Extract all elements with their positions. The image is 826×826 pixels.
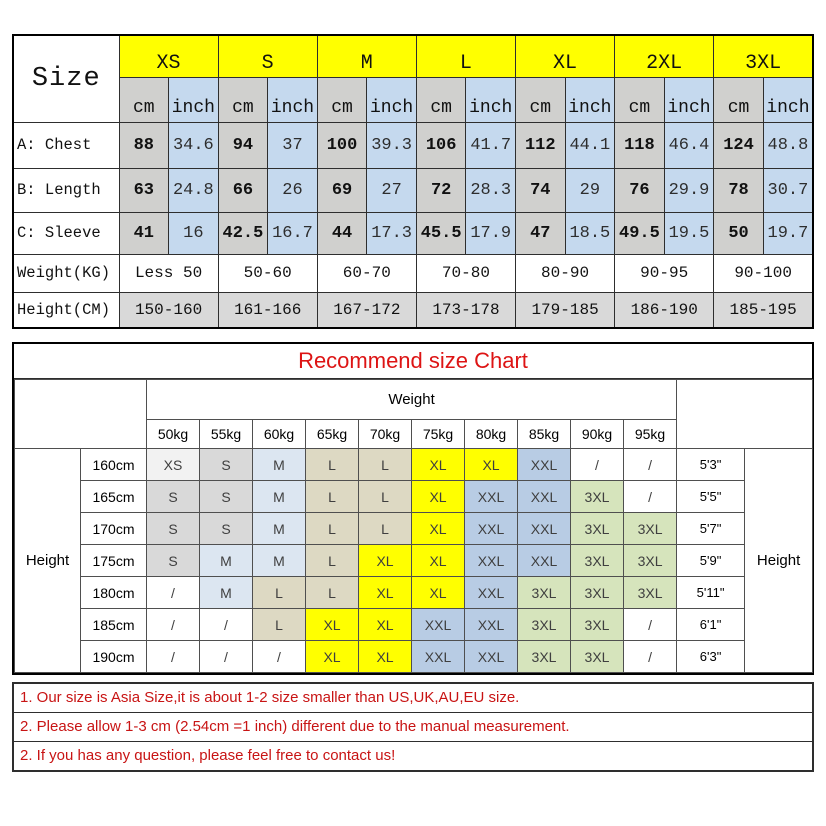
spec-corner-label: Size <box>13 35 119 122</box>
spec-value-cell: 19.5 <box>664 212 714 254</box>
rec-size-cell: S <box>200 481 253 513</box>
rec-size-cell: S <box>200 449 253 481</box>
rec-size-cell: XXL <box>465 641 518 673</box>
rec-height-cm: 185cm <box>81 609 147 641</box>
unit-header-inch: inch <box>466 77 516 122</box>
unit-header-inch: inch <box>763 77 813 122</box>
spec-value-cell: 16 <box>169 212 219 254</box>
spec-value-cell: 42.5 <box>218 212 268 254</box>
rec-size-cell: / <box>200 609 253 641</box>
rec-size-cell: XL <box>359 641 412 673</box>
rec-size-cell: XXL <box>518 513 571 545</box>
rec-size-cell: 3XL <box>571 481 624 513</box>
rec-size-cell: / <box>571 449 624 481</box>
rec-size-cell: XXL <box>465 577 518 609</box>
spec-value-cell: 44 <box>317 212 367 254</box>
unit-header-inch: inch <box>169 77 219 122</box>
rec-size-cell: XL <box>412 513 465 545</box>
spec-size-header: 3XL <box>714 35 813 77</box>
rec-size-cell: S <box>147 545 200 577</box>
rec-size-cell: S <box>147 513 200 545</box>
weight-col-header: 65kg <box>306 420 359 449</box>
spec-value-cell: 41.7 <box>466 122 516 168</box>
rec-size-cell: 3XL <box>518 577 571 609</box>
spec-value-cell: 100 <box>317 122 367 168</box>
weight-range-cell: 90-95 <box>615 254 714 292</box>
weight-col-header: 75kg <box>412 420 465 449</box>
unit-header-cm: cm <box>119 77 169 122</box>
spec-value-cell: 74 <box>516 168 566 212</box>
spec-value-cell: 17.3 <box>367 212 417 254</box>
spec-size-header: L <box>416 35 515 77</box>
rec-size-cell: / <box>147 577 200 609</box>
spec-value-cell: 47 <box>516 212 566 254</box>
rec-size-cell: XXL <box>518 449 571 481</box>
rec-height-ft: 5'3" <box>677 449 745 481</box>
rec-size-cell: M <box>200 577 253 609</box>
spec-value-cell: 88 <box>119 122 169 168</box>
spec-value-cell: 39.3 <box>367 122 417 168</box>
rec-size-cell: XS <box>147 449 200 481</box>
rec-size-cell: / <box>147 641 200 673</box>
rec-size-cell: L <box>306 577 359 609</box>
rec-size-cell: XL <box>412 545 465 577</box>
rec-size-cell: XXL <box>465 481 518 513</box>
spec-value-cell: 18.5 <box>565 212 615 254</box>
rec-size-cell: M <box>253 481 306 513</box>
rec-size-cell: XXL <box>465 545 518 577</box>
rec-height-cm: 175cm <box>81 545 147 577</box>
spec-value-cell: 34.6 <box>169 122 219 168</box>
spec-value-cell: 63 <box>119 168 169 212</box>
spec-value-cell: 28.3 <box>466 168 516 212</box>
rec-size-cell: / <box>253 641 306 673</box>
height-range-cell: 161-166 <box>218 292 317 328</box>
rec-size-cell: / <box>624 481 677 513</box>
rec-size-cell: XL <box>359 577 412 609</box>
unit-header-inch: inch <box>664 77 714 122</box>
size-spec-table <box>12 34 814 329</box>
rec-height-cm: 180cm <box>81 577 147 609</box>
spec-value-cell: 44.1 <box>565 122 615 168</box>
spec-value-cell: 29.9 <box>664 168 714 212</box>
spec-value-cell: 41 <box>119 212 169 254</box>
empty-corner-cell <box>677 380 813 449</box>
rec-size-cell: L <box>359 481 412 513</box>
rec-size-cell: / <box>624 641 677 673</box>
rec-size-cell: L <box>359 449 412 481</box>
unit-header-cm: cm <box>714 77 764 122</box>
rec-size-cell: L <box>253 577 306 609</box>
rec-size-cell: L <box>306 481 359 513</box>
rec-size-cell: S <box>200 513 253 545</box>
unit-header-cm: cm <box>416 77 466 122</box>
weight-range-cell: 50-60 <box>218 254 317 292</box>
rec-height-ft: 5'5" <box>677 481 745 513</box>
spec-size-header: XL <box>516 35 615 77</box>
recommend-size-section <box>12 342 814 675</box>
spec-value-cell: 50 <box>714 212 764 254</box>
rec-size-cell: XL <box>465 449 518 481</box>
note-line: 1. Our size is Asia Size,it is about 1-2 size smaller than US,UK,AU,EU size. <box>14 684 812 713</box>
spec-value-cell: 118 <box>615 122 665 168</box>
height-range-cell: 173-178 <box>416 292 515 328</box>
rec-height-ft: 6'1" <box>677 609 745 641</box>
note-line: 2. Please allow 1-3 cm (2.54cm =1 inch) different due to the manual measurement. <box>14 713 812 742</box>
spec-value-cell: 49.5 <box>615 212 665 254</box>
weight-range-cell: 70-80 <box>416 254 515 292</box>
rec-size-cell: 3XL <box>571 641 624 673</box>
rec-height-ft: 5'7" <box>677 513 745 545</box>
rec-size-cell: XXL <box>412 641 465 673</box>
rec-size-cell: 3XL <box>571 609 624 641</box>
spec-value-cell: 45.5 <box>416 212 466 254</box>
spec-value-cell: 69 <box>317 168 367 212</box>
spec-row-label: A: Chest <box>13 122 119 168</box>
rec-size-cell: L <box>306 545 359 577</box>
rec-size-cell: L <box>359 513 412 545</box>
rec-size-cell: 3XL <box>571 577 624 609</box>
height-range-cell: 179-185 <box>516 292 615 328</box>
spec-value-cell: 66 <box>218 168 268 212</box>
rec-size-cell: XXL <box>465 513 518 545</box>
rec-size-cell: 3XL <box>518 609 571 641</box>
unit-header-inch: inch <box>565 77 615 122</box>
spec-value-cell: 106 <box>416 122 466 168</box>
notes-section <box>12 682 814 772</box>
weight-col-header: 55kg <box>200 420 253 449</box>
spec-value-cell: 48.8 <box>763 122 813 168</box>
weight-group-header: Weight <box>147 380 677 420</box>
weight-range-cell: Less 50 <box>119 254 218 292</box>
spec-row-label: C: Sleeve <box>13 212 119 254</box>
rec-size-cell: M <box>253 449 306 481</box>
spec-value-cell: 27 <box>367 168 417 212</box>
rec-size-cell: 3XL <box>624 513 677 545</box>
unit-header-cm: cm <box>516 77 566 122</box>
weight-col-header: 70kg <box>359 420 412 449</box>
rec-size-cell: L <box>253 609 306 641</box>
spec-row-label: Height(CM) <box>13 292 119 328</box>
rec-size-cell: / <box>624 449 677 481</box>
rec-height-ft: 5'11" <box>677 577 745 609</box>
unit-header-inch: inch <box>367 77 417 122</box>
rec-height-ft: 6'3" <box>677 641 745 673</box>
spec-size-header: XS <box>119 35 218 77</box>
spec-size-header: M <box>317 35 416 77</box>
rec-height-cm: 160cm <box>81 449 147 481</box>
rec-size-cell: / <box>147 609 200 641</box>
height-axis-label-right: Height <box>745 449 813 673</box>
weight-col-header: 85kg <box>518 420 571 449</box>
spec-value-cell: 26 <box>268 168 318 212</box>
spec-size-header: 2XL <box>615 35 714 77</box>
rec-size-cell: XXL <box>518 481 571 513</box>
rec-size-cell: S <box>147 481 200 513</box>
spec-value-cell: 94 <box>218 122 268 168</box>
unit-header-cm: cm <box>615 77 665 122</box>
weight-col-header: 80kg <box>465 420 518 449</box>
weight-col-header: 95kg <box>624 420 677 449</box>
rec-size-cell: 3XL <box>624 577 677 609</box>
rec-size-cell: XXL <box>412 609 465 641</box>
unit-header-inch: inch <box>268 77 318 122</box>
weight-col-header: 90kg <box>571 420 624 449</box>
rec-size-cell: XL <box>359 609 412 641</box>
unit-header-cm: cm <box>317 77 367 122</box>
weight-range-cell: 90-100 <box>714 254 813 292</box>
weight-col-header: 60kg <box>253 420 306 449</box>
rec-size-cell: XL <box>306 609 359 641</box>
spec-value-cell: 78 <box>714 168 764 212</box>
rec-size-cell: XL <box>306 641 359 673</box>
rec-size-cell: M <box>253 513 306 545</box>
height-range-cell: 186-190 <box>615 292 714 328</box>
recommend-title: Recommend size Chart <box>14 344 812 379</box>
rec-height-cm: 165cm <box>81 481 147 513</box>
rec-size-cell: 3XL <box>571 513 624 545</box>
rec-size-cell: XXL <box>465 609 518 641</box>
spec-value-cell: 46.4 <box>664 122 714 168</box>
spec-value-cell: 17.9 <box>466 212 516 254</box>
rec-size-cell: XL <box>412 577 465 609</box>
rec-height-cm: 190cm <box>81 641 147 673</box>
rec-size-cell: M <box>253 545 306 577</box>
note-line: 2. If you has any question, please feel free to contact us! <box>20 747 396 764</box>
spec-value-cell: 30.7 <box>763 168 813 212</box>
rec-height-cm: 170cm <box>81 513 147 545</box>
spec-size-header: S <box>218 35 317 77</box>
rec-size-cell: 3XL <box>624 545 677 577</box>
rec-size-cell: / <box>624 609 677 641</box>
spec-row-label: Weight(KG) <box>13 254 119 292</box>
rec-size-cell: L <box>306 513 359 545</box>
rec-size-cell: 3XL <box>518 641 571 673</box>
height-range-cell: 150-160 <box>119 292 218 328</box>
rec-height-ft: 5'9" <box>677 545 745 577</box>
spec-value-cell: 37 <box>268 122 318 168</box>
spec-value-cell: 24.8 <box>169 168 219 212</box>
empty-corner-cell <box>15 380 147 449</box>
weight-col-header: 50kg <box>147 420 200 449</box>
rec-size-cell: / <box>200 641 253 673</box>
height-range-cell: 167-172 <box>317 292 416 328</box>
rec-size-cell: XXL <box>518 545 571 577</box>
recommend-size-table <box>14 379 813 673</box>
spec-value-cell: 112 <box>516 122 566 168</box>
spec-value-cell: 19.7 <box>763 212 813 254</box>
spec-value-cell: 76 <box>615 168 665 212</box>
spec-value-cell: 16.7 <box>268 212 318 254</box>
rec-size-cell: XL <box>359 545 412 577</box>
rec-size-cell: M <box>200 545 253 577</box>
unit-header-cm: cm <box>218 77 268 122</box>
spec-value-cell: 124 <box>714 122 764 168</box>
spec-row-label: B: Length <box>13 168 119 212</box>
rec-size-cell: L <box>306 449 359 481</box>
height-range-cell: 185-195 <box>714 292 813 328</box>
rec-size-cell: XL <box>412 449 465 481</box>
weight-range-cell: 80-90 <box>516 254 615 292</box>
height-axis-label-left: Height <box>15 449 81 673</box>
spec-value-cell: 29 <box>565 168 615 212</box>
weight-range-cell: 60-70 <box>317 254 416 292</box>
rec-size-cell: XL <box>412 481 465 513</box>
rec-size-cell: 3XL <box>571 545 624 577</box>
spec-value-cell: 72 <box>416 168 466 212</box>
